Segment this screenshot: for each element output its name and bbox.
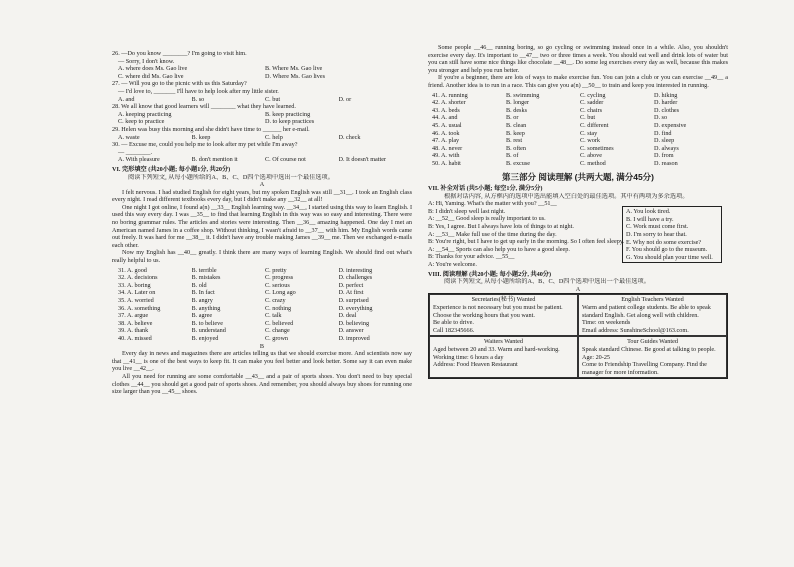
job-ad-line: Warm and patient college students. Be able to speak standard English. Get along well with children. bbox=[582, 304, 711, 319]
section-8-heading: VIII. 阅读理解 (共20小题; 每小题2分, 共40分) bbox=[428, 270, 552, 278]
cloze-passage-b-continued bbox=[428, 44, 728, 90]
job-ad bbox=[429, 336, 578, 378]
passage-paragraph: Now my English has __40__ greatly. I think there are many ways of learning English. We should find out what's really helpful to us. bbox=[112, 249, 412, 265]
job-ad-title: English Teachers Wanted bbox=[621, 296, 684, 304]
option: B. mistakes bbox=[191, 274, 221, 282]
option: C. talk bbox=[265, 312, 282, 320]
question-options bbox=[112, 65, 412, 80]
dialog-line: B: You're right, but I have to get up early in the morning. So I often feel sleepy. bbox=[428, 238, 625, 246]
option: 40. A. missed bbox=[118, 334, 152, 342]
option: B. enjoyed bbox=[191, 334, 219, 342]
option: 39. A. thank bbox=[118, 327, 149, 335]
question-options bbox=[112, 111, 412, 126]
option: C. Long ago bbox=[265, 289, 296, 297]
option-row bbox=[432, 145, 728, 153]
job-ad-line: Be able to drive. bbox=[433, 319, 474, 327]
option: A. and bbox=[118, 95, 135, 103]
option-row bbox=[432, 130, 728, 138]
option-row bbox=[432, 152, 728, 160]
passage-paragraph: I felt nervous. I had studied English for eight years, but my spoken English was still __31__. I took an English class every night. I read different textbooks every day, but I didn't make any __32__ at all! bbox=[112, 188, 412, 204]
part-3-title: 第三部分 阅读理解 (共两大题, 满分45分) bbox=[501, 171, 655, 182]
left-column bbox=[112, 50, 412, 396]
option: 45. A. usual bbox=[432, 121, 462, 129]
option: D. challenges bbox=[338, 274, 373, 282]
option: C. method bbox=[580, 159, 606, 167]
option-row bbox=[432, 114, 728, 122]
option-row bbox=[118, 327, 412, 335]
option: D. always bbox=[654, 144, 679, 152]
option: C. sadder bbox=[580, 99, 604, 107]
option: B. agree bbox=[191, 312, 213, 320]
option: 44. A. and bbox=[432, 114, 458, 122]
passage-paragraph: Some people __46__ running boring, so go cycling or swimming instead once in a while. Also, you shouldn't exercise every day. It's important to __47__ two or three times a week. You should eat well and drink lots of water but you can still have some nice things like chocolate __48__. Do some leg exercises every day as well, because this makes you stronger and help you run better. bbox=[428, 44, 728, 74]
section-6-heading: VI. 完形填空 (共20小题; 每小题1分, 共20分) bbox=[112, 165, 231, 173]
question-reply: — I'd love to, _______ I'll have to help look after my little sister. bbox=[118, 87, 279, 95]
option: C. pretty bbox=[265, 266, 287, 274]
option-row bbox=[118, 267, 412, 275]
question-stem: 28. We all know that good learners will ________ what they have learned. bbox=[112, 103, 296, 111]
option-row bbox=[432, 122, 728, 130]
option: C. chairs bbox=[580, 106, 602, 114]
option: B. don't mention it bbox=[191, 156, 238, 164]
option: B. understand bbox=[191, 327, 226, 335]
option: 31. A. good bbox=[118, 266, 147, 274]
job-ads-table bbox=[428, 293, 728, 379]
option: B. to believe bbox=[191, 319, 223, 327]
option: D. It doesn't matter bbox=[338, 156, 387, 164]
option: C. crazy bbox=[265, 297, 286, 304]
reading-a-label: A bbox=[575, 285, 581, 293]
passage-paragraph: One night I got online, I found a(n) __33__ English learning way. __34__, I started using this way to learn English. I used this way every day. I was __35__ to find that learning English in this way was so easy and interesting. There were no boring grammar rules. The articles and stories were interesting. Then __36__ amazing happened. One day I met an American named James in a coffee shop. Without thinking, I wasn't afraid to __37__ with him. My English words came out freely. It was hard for me __38__ it. I didn't have any trouble making James __39__ me. Then we exchanged e-mails each other. bbox=[112, 203, 412, 249]
option-row bbox=[432, 137, 728, 145]
option: B. desks bbox=[506, 106, 527, 114]
option: A. keeping practicing bbox=[118, 110, 172, 118]
question-stem: 26. —Do you know ________? I'm going to visit him. bbox=[112, 50, 247, 57]
option: C. cycling bbox=[580, 91, 606, 99]
job-ad bbox=[578, 294, 727, 336]
dialog-line: A: __52__ Good sleep is really important to us. bbox=[428, 215, 546, 223]
option: B. old bbox=[191, 281, 207, 289]
question-stem: 27. — Will you go to the picnic with us this Saturday? bbox=[112, 80, 247, 88]
option-row bbox=[118, 282, 412, 290]
option: C. change bbox=[265, 327, 290, 335]
cloze-options-b bbox=[428, 92, 728, 168]
option: 47. A. play bbox=[432, 137, 460, 145]
option: D. find bbox=[654, 129, 672, 137]
option: D. answer bbox=[338, 327, 364, 335]
option: A. waste bbox=[118, 133, 140, 141]
option: B. keep bbox=[191, 133, 211, 141]
dialog-line: B: I didn't sleep well last night. bbox=[428, 207, 506, 215]
option: 34. A. Later on bbox=[118, 289, 156, 297]
passage-a-label: A bbox=[259, 181, 265, 189]
passage-paragraph: All you need for running are some comfortable __43__ and a pair of sports shoes. You don't need to buy special clothes __44__ you should get a good pair of sports shoes. And remember, you should always buy shoes for running one size larger than you __45__ shoes. bbox=[112, 372, 412, 396]
job-ad bbox=[578, 336, 727, 378]
option: B. of bbox=[506, 152, 519, 160]
option: D. everything bbox=[338, 304, 373, 312]
question-stem: 29. Helen was busy this morning and she didn't have time to ______ her e-mail. bbox=[112, 125, 310, 133]
option: B. angry bbox=[191, 297, 213, 304]
option-row bbox=[118, 335, 412, 343]
option: D. harder bbox=[654, 99, 678, 107]
cloze-passage-a bbox=[112, 189, 412, 265]
job-ad bbox=[429, 294, 578, 336]
passage-paragraph: If you're a beginner, there are lots of ways to make exercise fun. You can join a club or you can exercise __49__ a friend. Another idea is to run in a race. This can give you a(n) __50__ to train and keep you interested in running. bbox=[428, 74, 728, 89]
section-8-instruction: 阅读下列短文, 从每小题所给的A、B、C、D四个选项中选出一个最佳选项。 bbox=[444, 278, 650, 286]
option: D. deal bbox=[338, 312, 357, 320]
option: D. expensive bbox=[654, 121, 687, 129]
option: C. grown bbox=[265, 334, 289, 342]
option: D. hiking bbox=[654, 91, 678, 99]
section-7-instruction: 根据对话内容, 从方框内的选项中选出能填入空白处的最佳选项。其中有两项为多余选项。 bbox=[444, 192, 689, 200]
dialog-line: A: __54__ Sports can also help you to have a good sleep. bbox=[428, 245, 570, 253]
option: D. check bbox=[338, 133, 361, 141]
option: D. perfect bbox=[338, 281, 364, 289]
answer-option: C. Work must come first. bbox=[626, 223, 689, 231]
option: 37. A. argue bbox=[118, 312, 149, 320]
option: C. help bbox=[265, 133, 283, 141]
dialog-area bbox=[428, 200, 728, 268]
answer-option: B. I will have a try. bbox=[626, 215, 674, 223]
option: B. anything bbox=[191, 304, 221, 312]
option-row bbox=[432, 160, 728, 168]
option: 38. A. believe bbox=[118, 319, 153, 327]
question-stem: 30. — Excuse me, could you help me to look after my pet while I'm away? bbox=[112, 141, 298, 149]
option: D. reason bbox=[654, 159, 678, 167]
option: 43. A. beds bbox=[432, 106, 460, 114]
option: B. so bbox=[191, 95, 205, 103]
option: 49. A. with bbox=[432, 152, 460, 160]
option: A. With pleasure bbox=[118, 156, 160, 164]
option: C. above bbox=[580, 152, 602, 160]
option: 33. A. boring bbox=[118, 281, 151, 289]
option: D. At first bbox=[338, 289, 364, 297]
dialog-lines bbox=[428, 200, 628, 268]
option: 42. A. shorter bbox=[432, 99, 466, 107]
answer-option: A. You look tired. bbox=[626, 208, 671, 216]
option: C. serious bbox=[265, 281, 290, 289]
cloze-passage-b bbox=[112, 350, 412, 396]
option: D. improved bbox=[338, 334, 370, 342]
option: B. keep bbox=[506, 129, 525, 137]
job-ad-title: Secretaries(秘书) Wanted bbox=[471, 296, 536, 304]
option: C. but bbox=[265, 95, 281, 103]
job-ad-title: Tour Guides Wanted bbox=[627, 338, 678, 346]
question-options bbox=[112, 96, 412, 104]
dialog-line: A: __53__ Make full use of the time during the day. bbox=[428, 230, 557, 238]
option: B. terrible bbox=[191, 266, 217, 274]
job-ad-line: Time: on weekends bbox=[582, 319, 631, 327]
dialog-line: A: Hi, Yaming. What's the matter with you? __51__ bbox=[428, 200, 557, 208]
dialog-line: A: You're welcome. bbox=[428, 261, 477, 269]
right-column bbox=[428, 44, 728, 379]
option: B. clean bbox=[506, 121, 527, 129]
job-ad-line: Speak standard Chinese. Be good at talking to people. bbox=[582, 345, 716, 353]
option: D. so bbox=[654, 114, 668, 122]
option: B. Where Ms. Gao live bbox=[265, 65, 323, 73]
option: D. to keep practices bbox=[265, 118, 315, 126]
option-row bbox=[432, 99, 728, 107]
option: B. In fact bbox=[191, 289, 215, 297]
option: C. believed bbox=[265, 319, 294, 327]
option: B. rest bbox=[506, 137, 523, 145]
option: D. sleep bbox=[654, 137, 675, 145]
option: 35. A. worried bbox=[118, 297, 154, 304]
section-7-heading: VII. 补全对话 (共5小题; 每空1分, 满分5分) bbox=[428, 185, 543, 193]
answer-option: F. You should go to the museum. bbox=[626, 246, 708, 254]
option: D. from bbox=[654, 152, 674, 160]
option: B. longer bbox=[506, 99, 530, 107]
answer-option: D. I'm sorry to hear that. bbox=[626, 231, 687, 239]
option: D. believing bbox=[338, 319, 370, 327]
option: 36. A. something bbox=[118, 304, 161, 312]
answer-box bbox=[622, 206, 722, 263]
dialog-line: B: Yes, I agree. But I always have lots of things to at night. bbox=[428, 223, 574, 231]
question-reply: — ________. bbox=[118, 148, 153, 156]
job-ad-line: Age: 20-25 bbox=[582, 353, 611, 361]
answer-option: G. You should plan your time well. bbox=[626, 253, 713, 261]
option: 46. A. took bbox=[432, 129, 460, 137]
option: C. nothing bbox=[265, 304, 292, 312]
job-ad-line: Email address: SunshineSchool@163.com. bbox=[582, 326, 689, 334]
option-row bbox=[118, 297, 412, 305]
option: B. keep practicing bbox=[265, 110, 311, 118]
job-ad-line: Call 182345666. bbox=[433, 326, 475, 334]
passage-paragraph: Every day in news and magazines there are articles telling us that we should exercise more. And scientists now say that __41__ is one of the best ways to keep fit. It can make you feel better and look better. Some say it can even make you live __42__. bbox=[112, 350, 412, 373]
job-ad-line: Aged between 20 and 33. Warm and hard-working. bbox=[433, 345, 560, 353]
job-ad-line: Come to Friendship Travelling Company. Find the manager for more information. bbox=[582, 361, 707, 376]
passage-b-label: B bbox=[259, 342, 265, 350]
option-row bbox=[118, 312, 412, 320]
option-row bbox=[432, 107, 728, 115]
option: D. surprised bbox=[338, 297, 369, 304]
option: C. Of course not bbox=[265, 156, 306, 164]
option: 50. A. habit bbox=[432, 159, 461, 167]
job-ad-line: Address: Food Heaven Restaurant bbox=[433, 361, 518, 369]
answer-option: E. Why not do some exercise? bbox=[626, 238, 702, 246]
question-options bbox=[112, 134, 412, 142]
cloze-options-a bbox=[112, 267, 412, 343]
option: C. sometimes bbox=[580, 144, 614, 152]
option: D. or bbox=[338, 95, 352, 103]
job-ad-line: Experience is not necessary but you must be patient. Choose the working hours that you want. bbox=[433, 304, 563, 319]
job-ad-title: Waiters Wanted bbox=[484, 338, 523, 346]
option-row bbox=[118, 274, 412, 282]
option: C. work bbox=[580, 137, 600, 145]
option: A. where does Ms. Gao live bbox=[118, 65, 188, 73]
option: C. progress bbox=[265, 274, 294, 282]
option: 32. A. decisions bbox=[118, 274, 158, 282]
option: D. clothes bbox=[654, 106, 680, 114]
option: 48. A. never bbox=[432, 144, 463, 152]
option: 41. A. running bbox=[432, 91, 468, 99]
option: B. excuse bbox=[506, 159, 531, 167]
option-row bbox=[118, 289, 412, 297]
grammar-questions bbox=[112, 50, 412, 164]
option: C. but bbox=[580, 114, 596, 122]
option: B. often bbox=[506, 144, 526, 152]
option: C. different bbox=[580, 121, 609, 129]
option: D. interesting bbox=[338, 266, 373, 274]
question-options bbox=[112, 156, 412, 164]
option: C. stay bbox=[580, 129, 598, 137]
question-reply: — Sorry, I don't know. bbox=[118, 57, 175, 65]
option-row bbox=[118, 305, 412, 313]
job-ad-line: Working time: 6 hours a day bbox=[433, 353, 504, 361]
option: C. where did Ms. Gao live bbox=[118, 72, 184, 80]
option: B. swimming bbox=[506, 91, 540, 99]
option: D. Where Ms. Gao lives bbox=[265, 72, 326, 80]
section-6-instruction: 阅读下列短文, 从每小题所给的A、B、C、D四个选项中选出一个最佳选项。 bbox=[128, 173, 334, 181]
dialog-line: B: Thanks for your advice. __55__ bbox=[428, 253, 515, 261]
option-row bbox=[118, 320, 412, 328]
option: B. or bbox=[506, 114, 519, 122]
option: C. keep to practice bbox=[118, 118, 165, 126]
option-row bbox=[432, 92, 728, 100]
